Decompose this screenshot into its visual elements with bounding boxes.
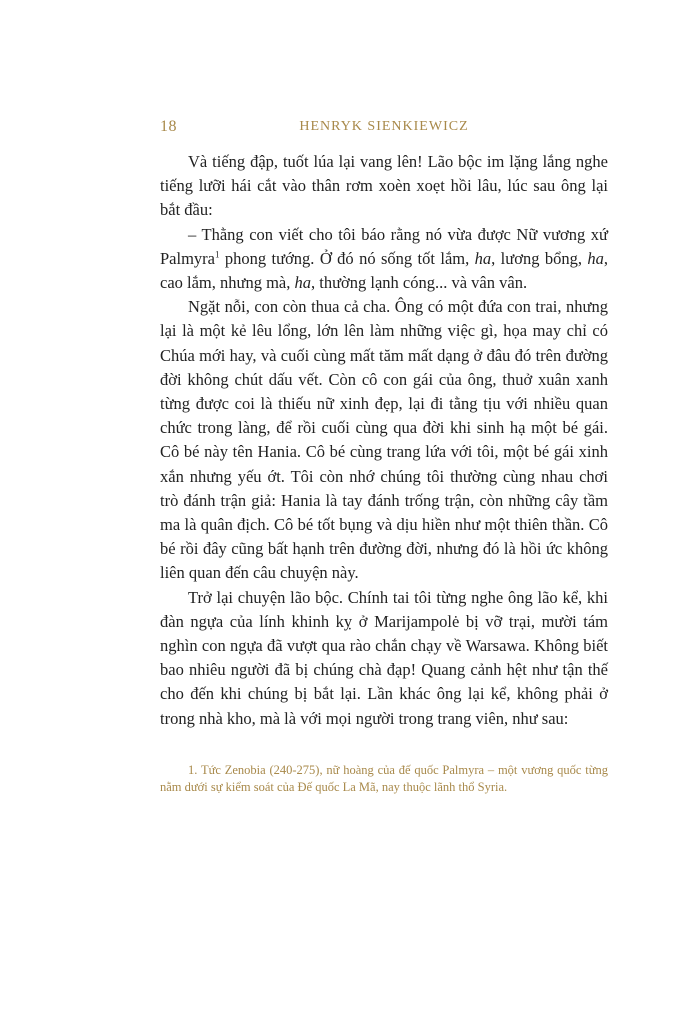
running-head — [160, 118, 608, 140]
body-text — [160, 150, 608, 731]
paragraph-2-d: , thường lạnh cóng... và vân vân. — [311, 273, 528, 293]
paragraph-3: Ngặt nỗi, con còn thua cả cha. Ông có một đứa con trai, nhưng lại là một kẻ lêu lổng, lớn lên làm những việc gì, họa may chỉ có Chúa mới hay, và cuối cùng mất tăm mất dạng ở đâu đó trên đường đời không chút dấu vết. Còn cô con gái của ông, thuở xuân xanh từng được coi là thiếu nữ xinh đẹp, lại đi tằng tịu với nhiều quan chức trong làng, để rồi cuối cùng qua đời khi sinh hạ một bé gái. Cô bé này tên Hania. Cô bé cùng trang lứa với tôi, một bé gái xinh xắn nhưng yếu ớt. Tôi còn nhớ chúng tôi thường cùng nhau chơi trò đánh trận giả: Hania là tay đánh trống trận, còn những cây tầm ma là quân địch. Cô bé tốt bụng và dịu hiền như một thiên thần. Cô bé rồi đây cũng bất hạnh trên đường đời, nhưng đó là hồi ức không liên quan đến câu chuyện này. — [160, 297, 608, 583]
paragraph-2-a: phong tướng. Ở đó nó sống tốt lắm, — [219, 248, 475, 268]
paragraph-2-c: , cao lắm, nhưng mà, — [160, 248, 608, 293]
page-number: 18 — [160, 118, 177, 135]
italic-ha-1: ha — [474, 248, 492, 268]
paragraph-2-b: , lương bổng, — [491, 248, 588, 268]
paragraph-2 — [160, 223, 608, 296]
italic-ha-3: ha — [294, 273, 311, 293]
paragraph-2-start: – Thằng con viết cho tôi báo rằng nó vừa được Nữ vương xứ Palmyra — [160, 224, 608, 268]
running-head-author: HENRYK SIENKIEWICZ — [299, 119, 469, 134]
italic-ha-2: ha — [587, 248, 604, 268]
footnote-reference[interactable]: 1 — [215, 249, 220, 260]
footnote — [160, 762, 608, 796]
paragraph-1: Và tiếng đập, tuốt lúa lại vang lên! Lão bộc im lặng lắng nghe tiếng lưỡi hái cắt vào thân rơm xoèn xoẹt hồi lâu, lúc sau ông lại bắt đầu: — [160, 152, 608, 220]
footnote-text: 1. Tức Zenobia (240-275), nữ hoàng của đế quốc Palmyra – một vương quốc từng nằm dưới sự kiểm soát của Đế quốc La Mã, nay thuộc lãnh thổ Syria. — [160, 763, 608, 794]
paragraph-4: Trở lại chuyện lão bộc. Chính tai tôi từng nghe ông lão kể, khi đàn ngựa của lính khinh kỵ ở Marijampolė bị vỡ trại, mười tám nghìn con ngựa đã vượt qua rào chắn chạy về Warsawa. Không biết bao nhiêu người đã bị chúng chà đạp! Quang cảnh hệt như tận thế cho đến khi chúng bị bắt lại. Lần khác ông lại kể, không phải ở trong nhà kho, mà là với mọi người trong trang viên, như sau: — [160, 587, 608, 728]
